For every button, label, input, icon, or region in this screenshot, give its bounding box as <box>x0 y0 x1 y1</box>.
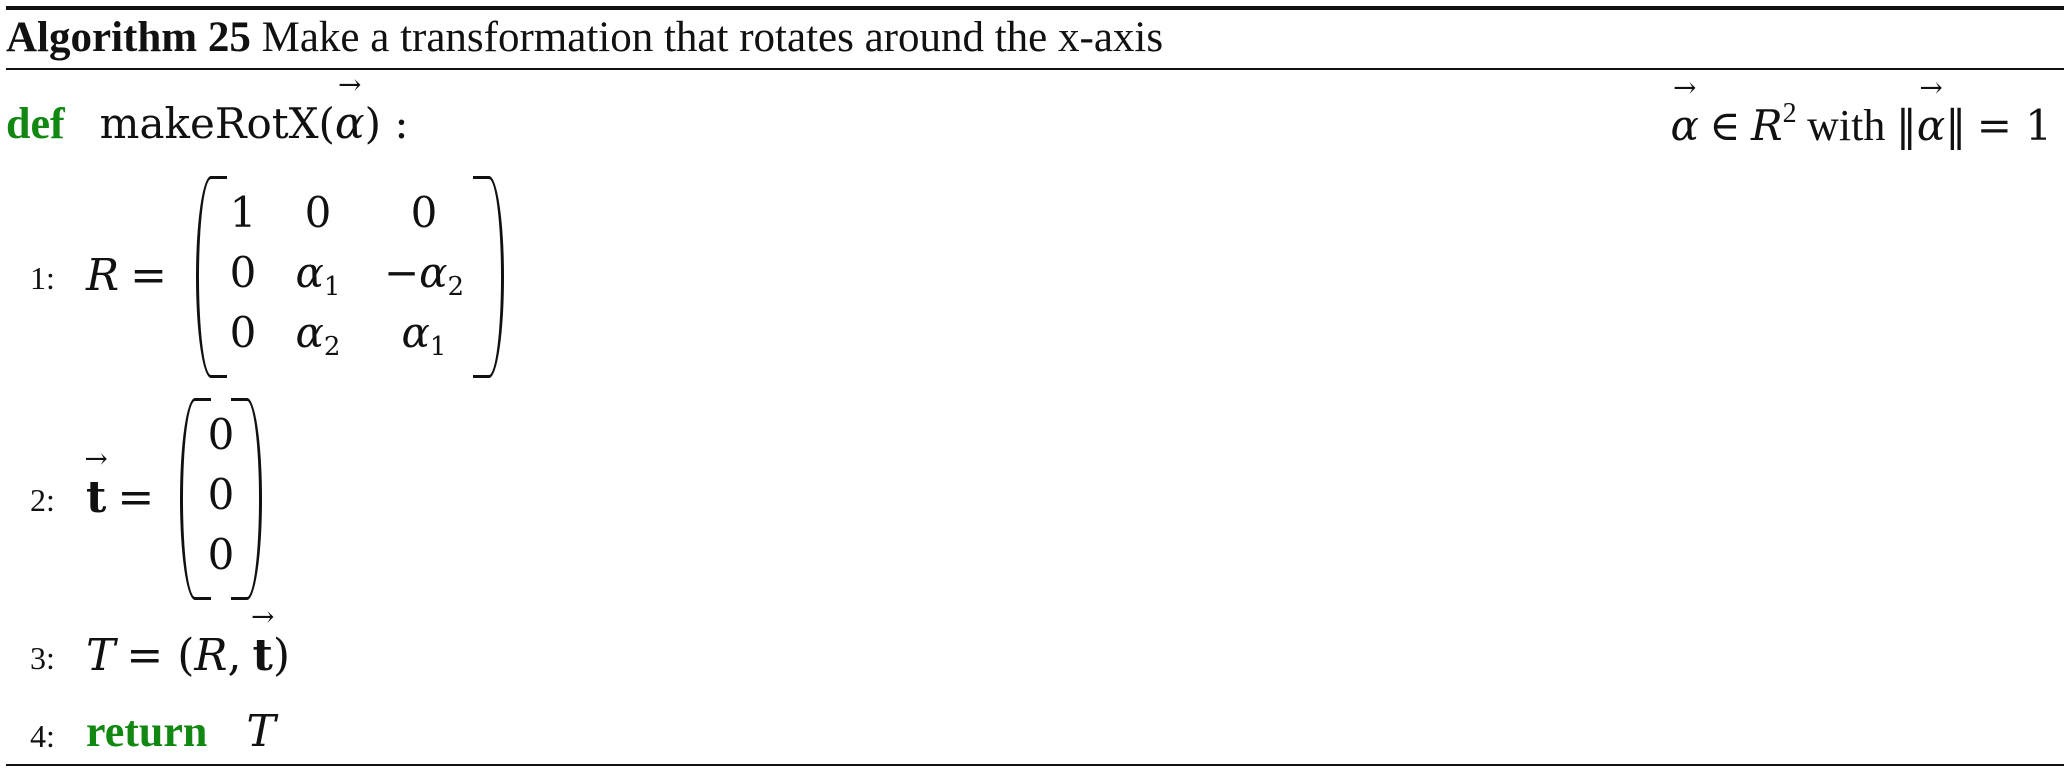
comment-set: R <box>1751 101 1783 150</box>
line-2-equals: = <box>117 472 155 523</box>
tuple-R: R <box>194 630 228 681</box>
matrix-cell: 1 <box>229 188 257 237</box>
matrix-cell: $-\alpha_2$ <box>383 248 465 302</box>
line-1-equals: = <box>130 250 168 301</box>
comment-in: ∈ <box>1709 101 1741 150</box>
matrix-cell: $\alpha_2$ <box>295 308 341 362</box>
vector-t-symbol: → t <box>86 472 106 523</box>
tuple-t: → t <box>253 630 273 681</box>
vector-cell: 0 <box>207 470 235 519</box>
vector-cell: 0 <box>207 410 235 459</box>
line-1-lhs <box>86 250 167 301</box>
matrix-cell: 0 <box>304 188 332 237</box>
matrix-cell: $\alpha_1$ <box>295 248 341 302</box>
matrix-cell: 0 <box>229 248 257 297</box>
line-4-statement <box>86 706 276 757</box>
line-2-lhs <box>86 472 154 523</box>
tuple-close: ) <box>272 630 291 681</box>
matrix-cell: $\alpha_1$ <box>401 308 447 362</box>
comment-exponent: 2 <box>1782 98 1797 129</box>
norm-close: ‖ <box>1945 101 1967 150</box>
line-number-2: 2: <box>30 482 55 518</box>
line-number-1: 1: <box>30 260 55 296</box>
signature-end: ) : <box>364 99 409 148</box>
matrix-R-symbol: R <box>86 250 120 301</box>
comment-with: with <box>1807 101 1886 150</box>
param-alpha: → α <box>335 98 365 149</box>
definition-comment <box>1671 98 2052 151</box>
transform-T-symbol: T <box>86 630 116 681</box>
line-number-4: 4: <box>30 718 55 754</box>
algorithm-caption <box>6 8 1163 68</box>
return-keyword: return <box>86 707 208 756</box>
bottom-rule <box>6 764 2064 766</box>
line-3-equals: = ( <box>126 630 195 681</box>
caption-rule <box>6 68 2064 70</box>
matrix-right-paren <box>473 176 504 378</box>
matrix-cell: 0 <box>410 188 438 237</box>
rotation-matrix <box>196 176 504 378</box>
norm-alpha: → α <box>1917 101 1945 150</box>
def-keyword: def <box>6 99 65 148</box>
line-number-3: 3: <box>30 640 55 676</box>
matrix-cell: 0 <box>229 308 257 357</box>
line-3-statement <box>86 630 290 681</box>
return-value: T <box>246 706 276 757</box>
definition-line <box>6 98 409 149</box>
function-signature: makeRotX( <box>99 99 335 148</box>
tuple-comma: , <box>227 630 242 681</box>
algorithm-title: Make a transformation that rotates around the x-axis <box>261 14 1164 61</box>
comment-alpha: → α <box>1671 101 1699 150</box>
algorithm-label: Algorithm 25 <box>6 14 251 61</box>
norm-open: ‖ <box>1895 101 1917 150</box>
translation-vector <box>180 398 262 600</box>
comment-equals: = 1 <box>1976 101 2052 150</box>
vector-cell: 0 <box>207 530 235 579</box>
